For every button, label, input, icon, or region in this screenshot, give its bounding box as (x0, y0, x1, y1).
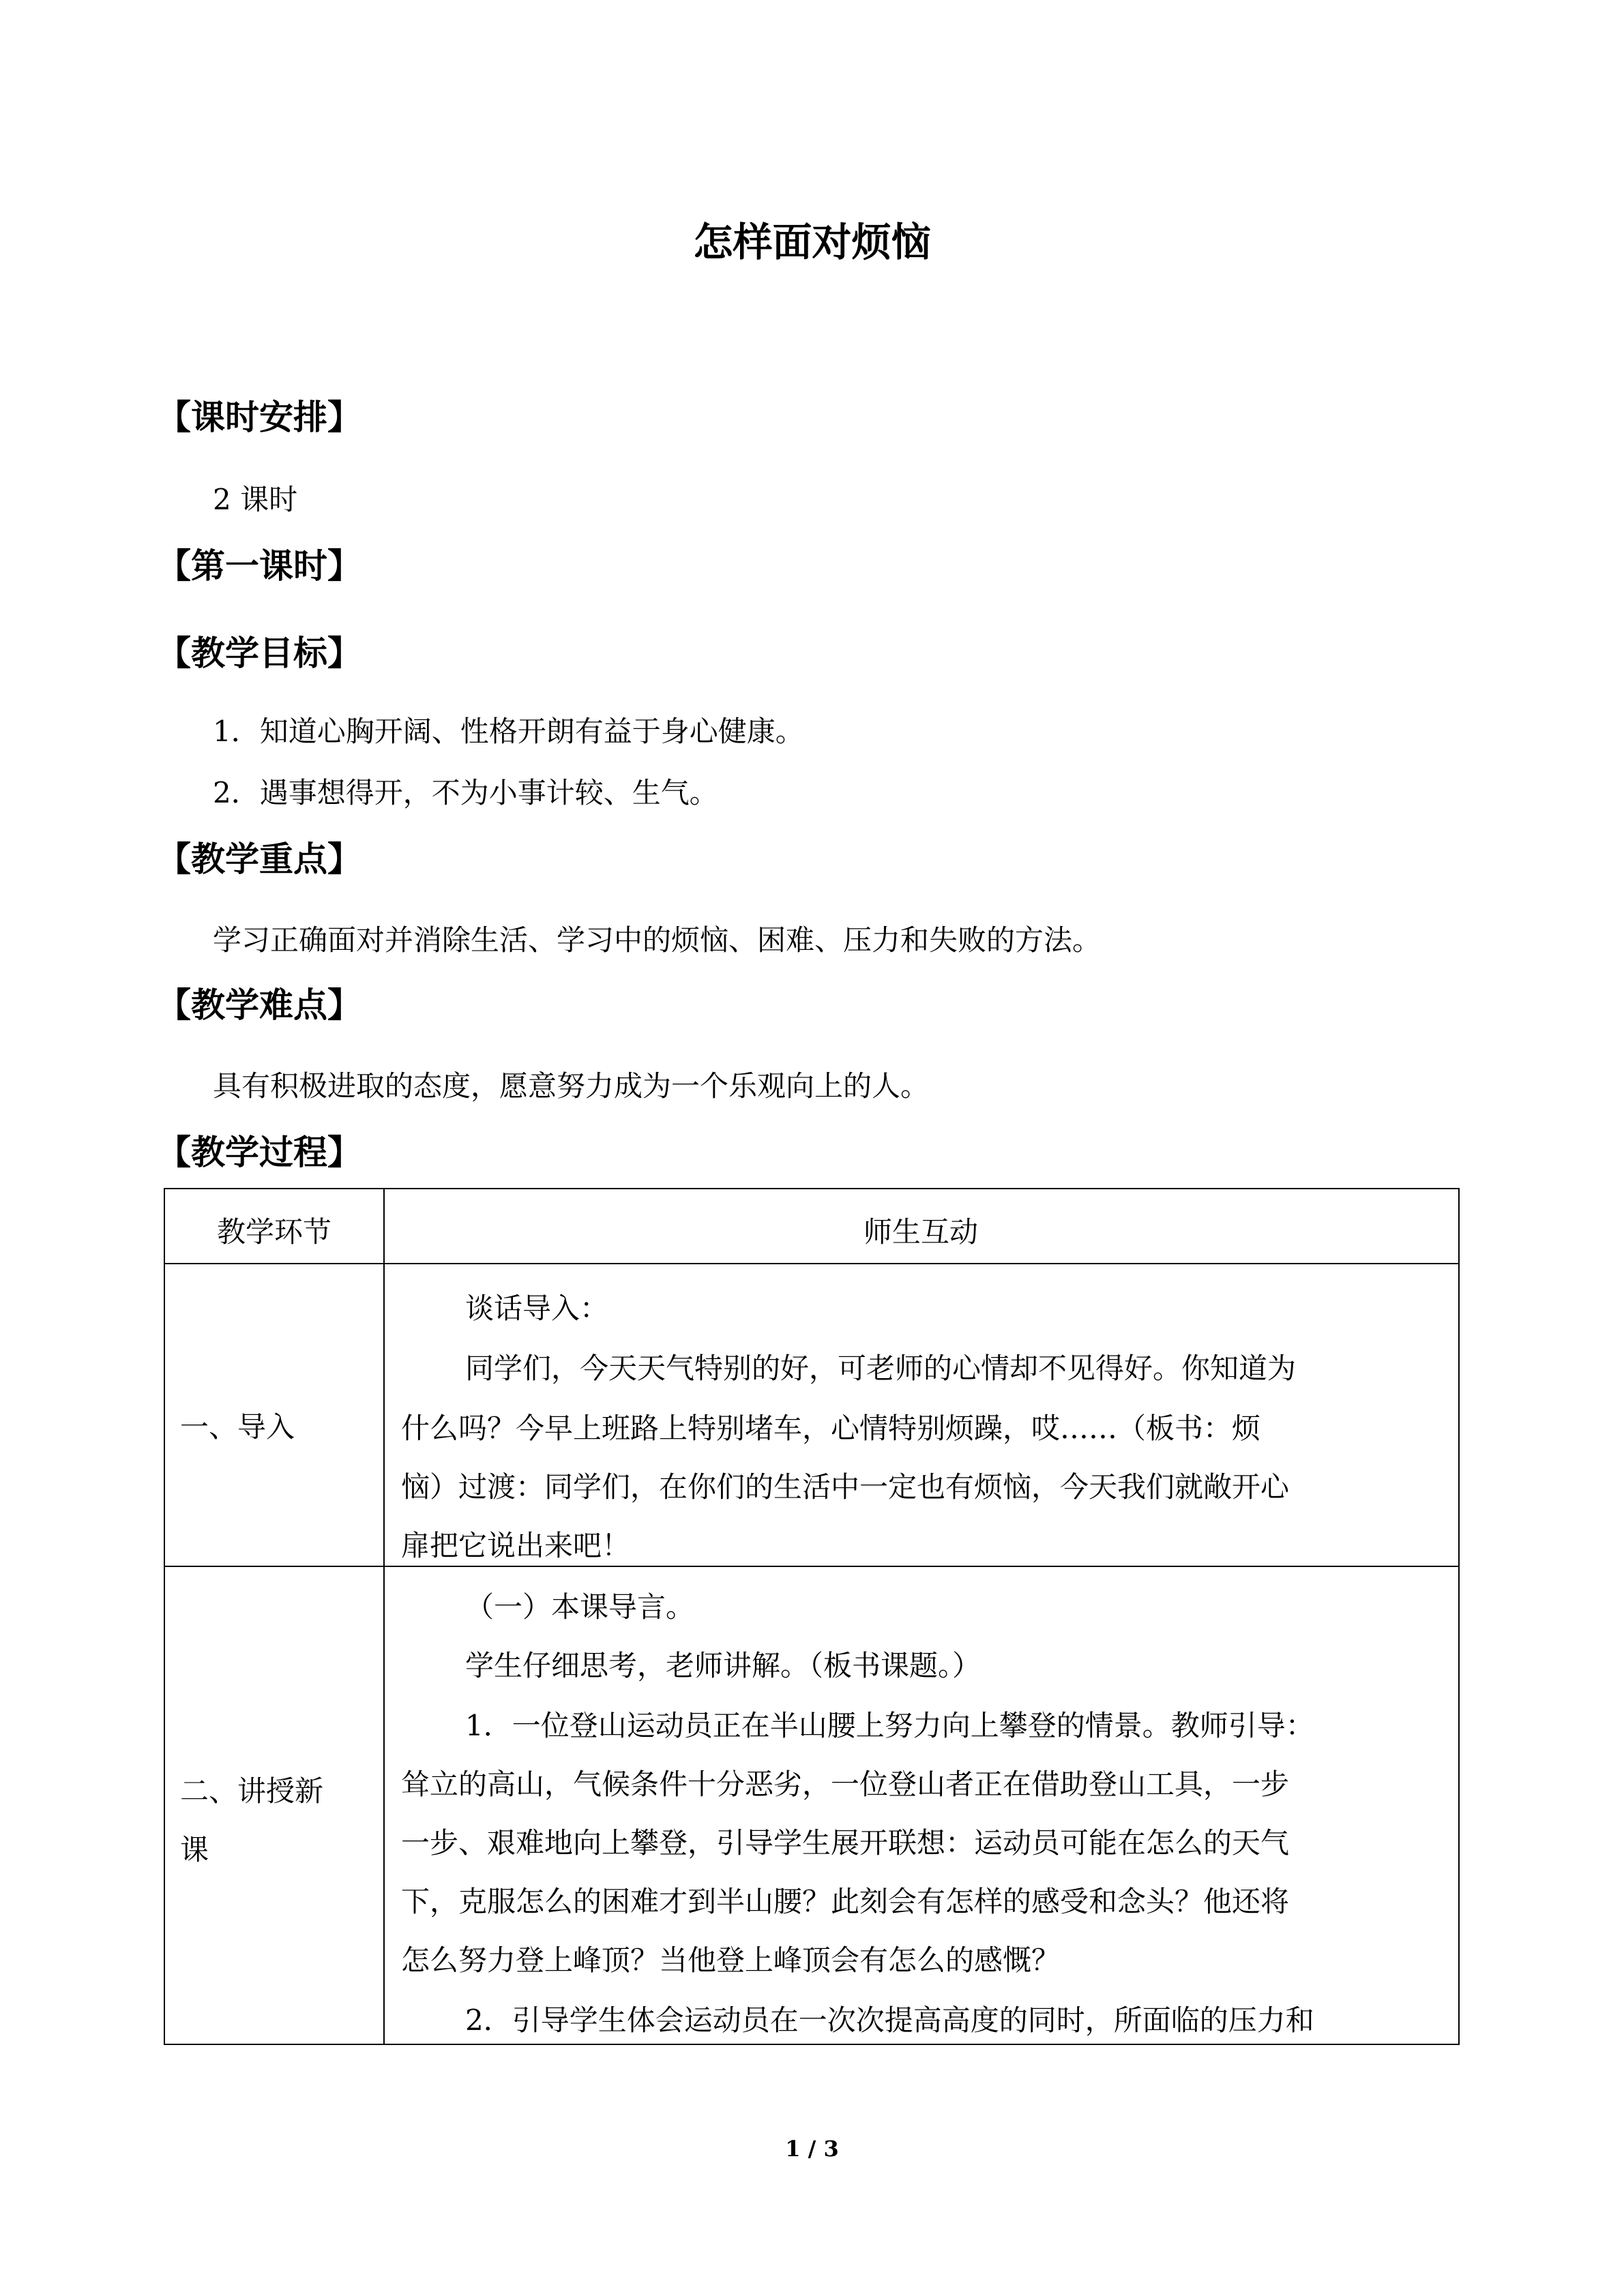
schedule-text: 2 课时 (213, 483, 298, 516)
interaction-line: 扉把它说出来吧！ (401, 1529, 631, 1562)
heading-schedule: 【课时安排】 (157, 397, 361, 437)
goal-item: 2．遇事想得开，不为小事计较、生气。 (213, 776, 718, 809)
document-title: 怎样面对烦恼 (693, 219, 931, 265)
interaction-line: 学生仔细思考，老师讲解。（板书课题。） (465, 1649, 981, 1682)
difficulty-text: 具有积极进取的态度，愿意努力成为一个乐观向上的人。 (213, 1069, 930, 1103)
interaction-line: 同学们，今天天气特别的好，可老师的心情却不见得好。你知道为 (465, 1352, 1297, 1385)
interaction-line: 怎么努力登上峰顶？当他登上峰顶会有怎么的感慨？ (401, 1943, 1061, 1977)
stage-label: 课 (180, 1833, 209, 1866)
interaction-line: （一）本课导言。 (465, 1590, 695, 1624)
heading-key-points: 【教学重点】 (157, 839, 361, 879)
stage-label: 二、讲授新 (180, 1774, 324, 1808)
interaction-line: 耸立的高山，气候条件十分恶劣，一位登山者正在借助登山工具，一步 (401, 1768, 1290, 1801)
interaction-line: 2．引导学生体会运动员在一次次提高高度的同时，所面临的压力和 (465, 2003, 1314, 2037)
interaction-line: 恼）过渡：同学们，在你们的生活中一定也有烦恼，今天我们就敞开心 (401, 1470, 1290, 1504)
stage-label: 一、导入 (180, 1410, 295, 1444)
interaction-line: 什么吗？今早上班路上特别堵车，心情特别烦躁，哎……（板书：烦 (401, 1412, 1261, 1445)
header-stage: 教学环节 (216, 1215, 331, 1249)
interaction-line: 谈话导入： (465, 1292, 609, 1325)
heading-process: 【教学过程】 (157, 1132, 361, 1172)
header-interaction: 师生互动 (863, 1215, 978, 1249)
heading-difficulty: 【教学难点】 (157, 985, 361, 1025)
heading-lesson1: 【第一课时】 (157, 546, 361, 586)
row-divider (165, 1263, 1458, 1264)
page-number: 1 / 3 (785, 2136, 839, 2162)
interaction-line: 下，克服怎么的困难才到半山腰？此刻会有怎样的感受和念头？他还将 (401, 1885, 1290, 1918)
interaction-line: 1．一位登山运动员正在半山腰上努力向上攀登的情景。教师引导： (465, 1709, 1314, 1742)
process-table (164, 1188, 1460, 2045)
row-divider (165, 1566, 1458, 1567)
goal-item: 1．知道心胸开阔、性格开朗有益于身心健康。 (213, 715, 804, 748)
interaction-line: 一步、艰难地向上攀登，引导学生展开联想：运动员可能在怎么的天气 (401, 1826, 1290, 1860)
column-divider (383, 1189, 385, 2044)
key-points-text: 学习正确面对并消除生活、学习中的烦恼、困难、压力和失败的方法。 (213, 923, 1102, 957)
heading-goals: 【教学目标】 (157, 633, 361, 673)
